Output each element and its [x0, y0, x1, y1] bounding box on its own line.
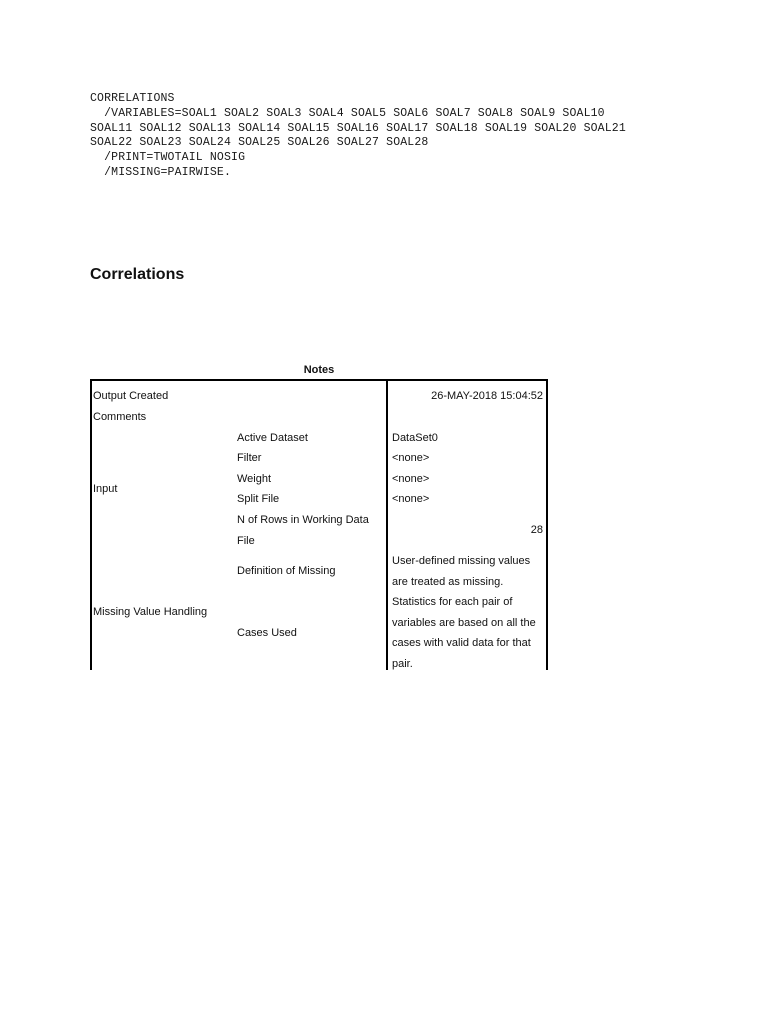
syntax-line: CORRELATIONS [90, 92, 175, 105]
syntax-line: /VARIABLES=SOAL1 SOAL2 SOAL3 SOAL4 SOAL5 SOAL6 SOAL7 SOAL8 SOAL9 SOAL10 [90, 106, 605, 120]
syntax-line: /MISSING=PAIRWISE. [90, 165, 232, 179]
table-column-divider [386, 381, 388, 670]
active-dataset-value: DataSet0 [392, 432, 438, 444]
cases-used-value-line2: variables are based on all the [392, 617, 536, 629]
weight-label: Weight [237, 473, 272, 485]
syntax-line: /PRINT=TWOTAIL NOSIG [90, 151, 246, 165]
split-file-label: Split File [237, 493, 280, 505]
output-created-label: Output Created [93, 390, 169, 402]
table-right-border [546, 381, 548, 670]
split-file-value: <none> [392, 493, 430, 505]
syntax-line: SOAL22 SOAL23 SOAL24 SOAL25 SOAL26 SOAL27 SOAL28 [90, 136, 429, 150]
notes-table [90, 379, 548, 670]
cases-used-value-line4: pair. [392, 658, 413, 670]
n-rows-label-line2: File [237, 535, 255, 547]
n-rows-label-line1: N of Rows in Working Data [237, 514, 369, 526]
n-rows-value: 28 [530, 524, 543, 536]
table-left-border [90, 381, 92, 670]
definition-of-missing-label: Definition of Missing [237, 565, 336, 577]
cases-used-value-line1: Statistics for each pair of [392, 596, 513, 608]
input-label: Input [93, 483, 118, 495]
definition-of-missing-value-line1: User-defined missing values [392, 555, 531, 567]
weight-value: <none> [392, 473, 430, 485]
missing-value-handling-label: Missing Value Handling [93, 606, 208, 618]
cases-used-value-line3: cases with valid data for that [392, 637, 531, 649]
cases-used-label: Cases Used [237, 627, 297, 639]
notes-table-title: Notes [303, 364, 335, 376]
filter-value: <none> [392, 452, 430, 464]
syntax-code-block [90, 92, 626, 181]
section-title: Correlations [90, 266, 185, 283]
active-dataset-label: Active Dataset [237, 432, 308, 444]
definition-of-missing-value-line2: are treated as missing. [392, 576, 504, 588]
output-created-value: 26-MAY-2018 15:04:52 [431, 390, 543, 402]
syntax-line: SOAL11 SOAL12 SOAL13 SOAL14 SOAL15 SOAL16 SOAL17 SOAL18 SOAL19 SOAL20 SOAL21 [90, 121, 626, 135]
filter-label: Filter [237, 452, 262, 464]
comments-label: Comments [93, 411, 147, 423]
